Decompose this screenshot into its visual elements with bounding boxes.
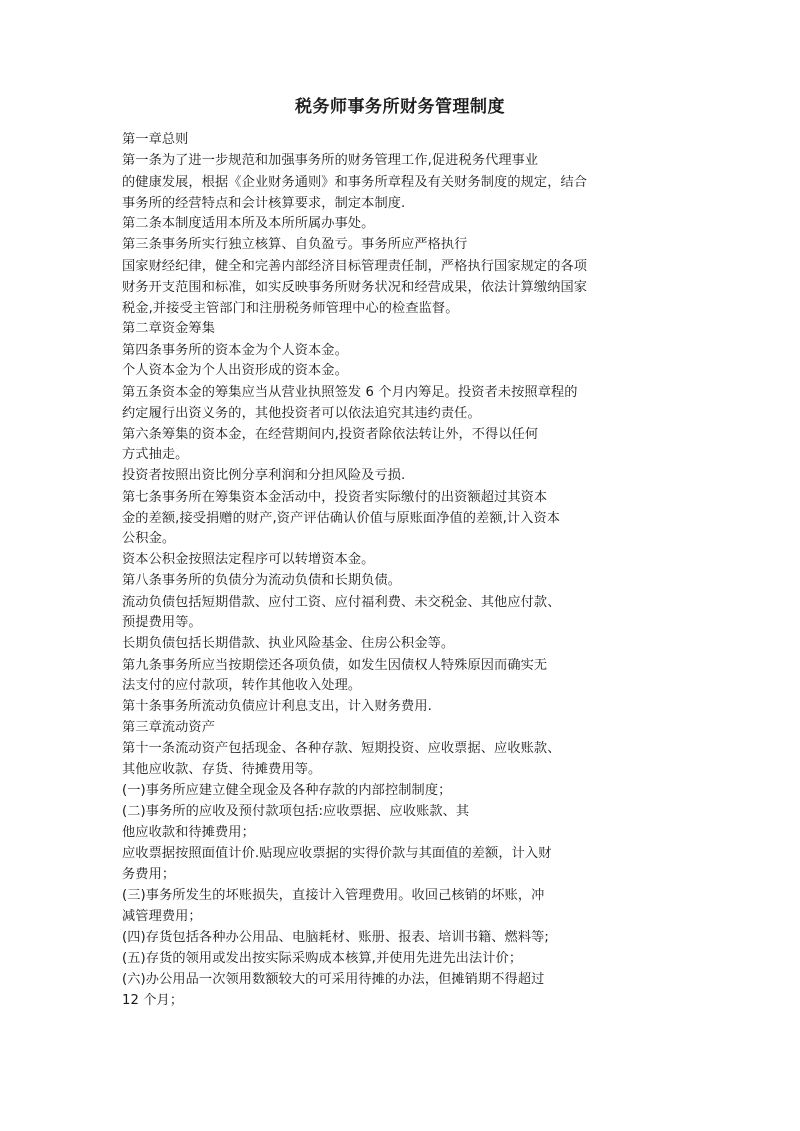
- paragraph-line: 应收票据按照面值计价.贴现应收票据的实得价款与其面值的差额，计入财: [122, 846, 552, 861]
- paragraph-line: 第七条事务所在筹集资本金活动中，投资者实际缴付的出资额超过其资本: [122, 490, 548, 505]
- paragraph-line: 减管理费用；: [122, 909, 202, 924]
- paragraph-line: (六)办公用品一次领用数额较大的可采用待摊的办法，但摊销期不得超过: [122, 972, 545, 987]
- paragraph-line: 第二条本制度适用本所及本所所属办事处。: [122, 216, 375, 231]
- paragraph-line: 第五条资本金的筹集应当从营业执照签发 6 个月内筹足。投资者未按照章程的: [122, 385, 578, 400]
- paragraph-line: 预提费用等。: [122, 615, 202, 630]
- paragraph-line: 第八条事务所的负债分为流动负债和长期负债。: [122, 573, 402, 588]
- paragraph-line: 第十一条流动资产包括现金、各种存款、短期投资、应收票据、应收账款、: [122, 741, 561, 756]
- paragraph-line: (三)事务所发生的坏账损失，直接计入管理费用。收回己核销的坏账，冲: [122, 888, 545, 903]
- paragraph-line: 公积金。: [122, 531, 176, 546]
- paragraph-line: 投资者按照出资比例分享利润和分担风险及亏损.: [122, 468, 406, 483]
- paragraph-line: 第四条事务所的资本金为个人资本金。: [122, 343, 348, 358]
- paragraph-line: 12 个月；: [122, 993, 184, 1008]
- paragraph-line: 金的差额,接受捐赠的财产,资产评估确认价值与原账面净值的差额,计入资本: [122, 511, 561, 526]
- paragraph-line: 务费用；: [122, 867, 176, 882]
- paragraph-line: 长期负债包括长期借款、执业风险基金、住房公积金等。: [122, 636, 455, 651]
- paragraph-line: 第十条事务所流动负债应计利息支出，计入财务费用.: [122, 699, 432, 714]
- paragraph-line: 第六条筹集的资本金，在经营期间内,投资者除依法转让外，不得以任何: [122, 427, 539, 442]
- paragraph-line: 他应收款和待摊费用；: [122, 825, 255, 840]
- paragraph-line: 事务所的经营特点和会计核算要求，制定本制度.: [122, 196, 406, 211]
- document-title: 税务师事务所财务管理制度: [295, 97, 505, 117]
- paragraph-line: (四)存货包括各种办公用品、电脑耗材、账册、报表、培训书籍、燃料等;: [122, 930, 549, 945]
- paragraph-line: 的健康发展，根据《企业财务通则》和事务所章程及有关财务制度的规定，结合: [122, 175, 588, 190]
- paragraph-line: 第九条事务所应当按期偿还各项负债，如发生因债权人特殊原因而确实无: [122, 658, 548, 673]
- paragraph-line: 财务开支范围和标准，如实反映事务所财务状况和经营成果，依法计算缴纳国家: [122, 280, 588, 295]
- paragraph-line: 资本公积金按照法定程序可以转增资本金。: [122, 552, 375, 567]
- paragraph-line: 法支付的应付款项，转作其他收入处理。: [122, 678, 362, 693]
- paragraph-line: (二)事务所的应收及预付款项包括:应收票据、应收账款、其: [122, 804, 470, 819]
- heading-chapter-3: 第三章流动资产: [122, 720, 216, 735]
- paragraph-line: (一)事务所应建立健全现金及各种存款的内部控制制度；: [122, 783, 452, 798]
- paragraph-line: 第三条事务所实行独立核算、自负盈亏。事务所应严格执行: [122, 237, 468, 252]
- paragraph-line: (五)存货的领用或发出按实际采购成本核算,并使用先进先出法计价；: [122, 951, 523, 966]
- paragraph-line: 第一条为了进一步规范和加强事务所的财务管理工作,促进税务代理事业: [122, 153, 539, 168]
- paragraph-line: 方式抽走。: [122, 447, 189, 462]
- paragraph-line: 个人资本金为个人出资形成的资本金。: [122, 363, 348, 378]
- paragraph-line: 国家财经纪律，健全和完善内部经济目标管理责任制，严格执行国家规定的各项: [122, 259, 588, 274]
- heading-chapter-2: 第二章资金筹集: [122, 321, 216, 336]
- paragraph-line: 税金,并接受主管部门和注册税务师管理中心的检查监督。: [122, 301, 459, 316]
- paragraph-line: 约定履行出资义务的，其他投资者可以依法追究其违约责任。: [122, 406, 481, 421]
- paragraph-line: 其他应收款、存货、待摊费用等。: [122, 762, 322, 777]
- heading-chapter-1: 第一章总则: [122, 132, 189, 147]
- paragraph-line: 流动负债包括短期借款、应付工资、应付福利费、未交税金、其他应付款、: [122, 595, 561, 610]
